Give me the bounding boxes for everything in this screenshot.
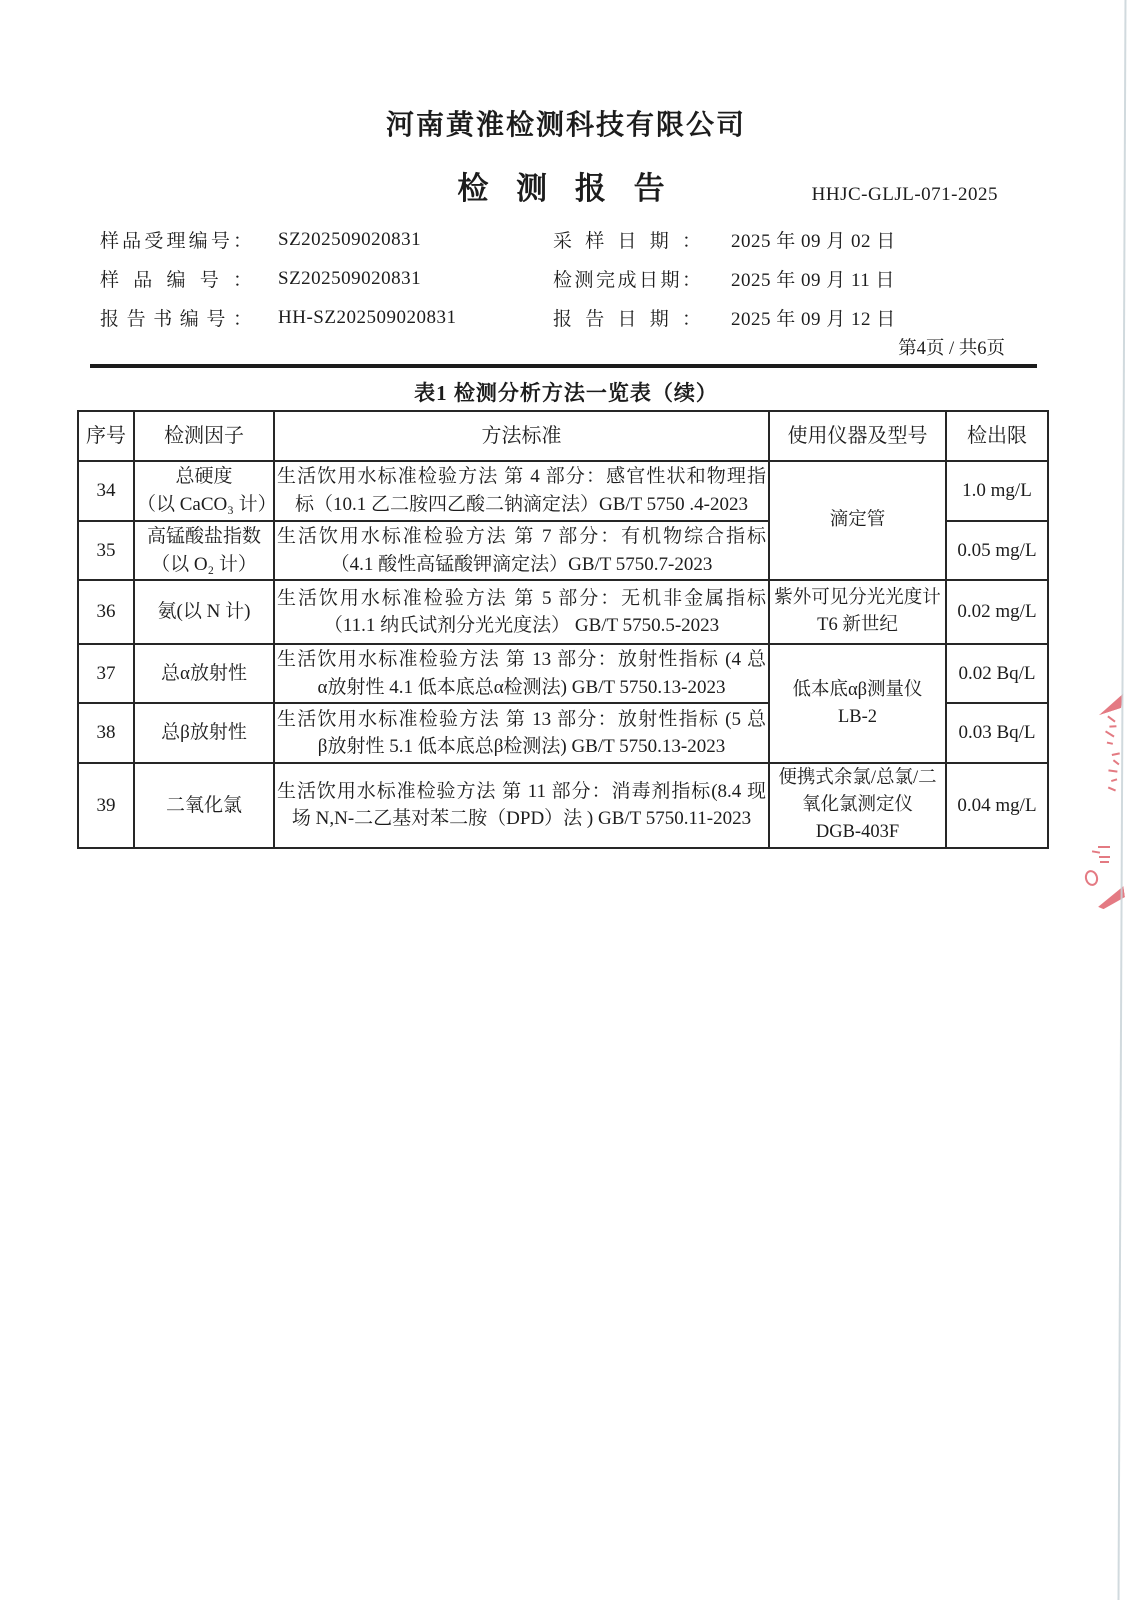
cell-factor <box>134 461 277 521</box>
cell-no: 35 <box>78 521 134 580</box>
info-row <box>100 298 1030 337</box>
column-header-method: 方法标准 <box>274 411 769 461</box>
table-row <box>78 644 1048 703</box>
table-row <box>78 763 1048 847</box>
table-title: 表1 检测分析方法一览表（续） <box>414 381 718 405</box>
sample-accept-no-value: SZ202509020831 <box>278 228 422 250</box>
sampling-date-value: 2025 年 09 月 02 日 <box>731 231 896 252</box>
method-line: （11.1 纳氏试剂分光光度法） GB/T 5750.5-2023 <box>323 615 720 637</box>
page-indicator: 第4页 / 共6页 <box>898 339 1005 359</box>
factor-line: （以 O₂ 计） <box>151 553 257 575</box>
report-title: 检 测 报 告 <box>457 171 675 206</box>
method-line: （4.1 酸性高锰酸钾滴定法）GB/T 5750.7-2023 <box>330 553 713 575</box>
cell-factor <box>134 521 274 580</box>
column-header-no: 序号 <box>78 411 134 461</box>
red-seal-fragment <box>1083 869 1100 888</box>
company-name: 河南黄淮检测科技有限公司 <box>385 110 746 141</box>
method-line: 生活饮用水标准检验方法 第 13 部分：放射性指标 (4 总 <box>277 649 766 671</box>
red-seal-fragment <box>1099 715 1122 752</box>
cell-limit: 0.05 mg/L <box>946 521 1048 580</box>
cell-method <box>274 521 769 580</box>
sample-accept-no-label: 样品受理编号： <box>100 231 252 252</box>
instrument-line: T6 新世纪 <box>817 615 898 636</box>
cell-no: 36 <box>78 580 134 644</box>
cell-instrument: 滴定管 <box>769 461 946 580</box>
cell-no: 34 <box>78 461 134 521</box>
report-date-label: 报告日期： <box>553 309 701 330</box>
method-line: 生活饮用水标准检验方法 第 11 部分：消毒剂指标(8.4 现 <box>277 780 766 802</box>
instrument-line: 便携式余氯/总氯/二 <box>778 768 937 789</box>
cell-instrument <box>769 580 946 644</box>
report-no-value: HH-SZ202509020831 <box>278 306 457 328</box>
table-row <box>78 461 1048 521</box>
report-no-label: 报告书编号： <box>100 309 252 330</box>
cell-factor: 总β放射性 <box>134 703 274 763</box>
cell-factor: 总α放射性 <box>134 644 274 703</box>
report-date-value: 2025 年 09 月 12 日 <box>731 309 896 330</box>
factor-line: （以 CaCO₃ 计） <box>137 494 277 515</box>
instrument-line: DGB-403F <box>815 821 900 842</box>
cell-factor: 二氧化氯 <box>134 763 274 847</box>
test-complete-date-label: 检测完成日期： <box>553 270 701 291</box>
method-line: α放射性 4.1 低本底总α检测法) GB/T 5750.13-2023 <box>317 676 726 698</box>
instrument-line: LB-2 <box>837 706 878 727</box>
instrument-line: 低本底αβ测量仪 <box>792 679 923 700</box>
method-line: 生活饮用水标准检验方法 第 4 部分：感官性状和物理指 <box>277 466 766 488</box>
table-header-row <box>78 411 1048 461</box>
factor-line: 高锰酸盐指数 <box>146 526 261 547</box>
method-line: 生活饮用水标准检验方法 第 7 部分：有机物综合指标 <box>277 526 766 547</box>
cell-instrument <box>769 763 946 847</box>
scan-edge-line <box>1117 0 1126 1600</box>
cell-method <box>274 703 769 763</box>
cell-limit: 0.02 mg/L <box>946 580 1048 644</box>
red-seal-fragment <box>1090 845 1114 865</box>
sampling-date-label: 采样日期： <box>553 231 701 252</box>
divider-line <box>90 364 1037 368</box>
column-header-instrument: 使用仪器及型号 <box>769 411 946 461</box>
cell-limit: 0.02 Bq/L <box>946 644 1048 703</box>
cell-limit: 0.04 mg/L <box>946 763 1048 847</box>
test-complete-date-value: 2025 年 09 月 11 日 <box>731 270 896 291</box>
info-row <box>100 259 1030 298</box>
method-line: 场 N,N-二乙基对苯二胺（DPD）法 ) GB/T 5750.11-2023 <box>291 808 752 830</box>
cell-limit: 0.03 Bq/L <box>946 703 1048 763</box>
cell-no: 37 <box>78 644 134 703</box>
red-seal-fragment <box>1103 751 1123 797</box>
sample-no-value: SZ202509020831 <box>278 267 422 289</box>
cell-method <box>274 461 769 521</box>
info-row <box>100 220 1030 259</box>
cell-no: 39 <box>78 763 134 847</box>
instrument-line: 紫外可见分光光度计 <box>774 588 941 609</box>
sample-no-label: 样品编号： <box>100 270 252 291</box>
cell-instrument <box>769 644 946 763</box>
factor-line: 总硬度 <box>175 466 233 488</box>
method-line: β放射性 5.1 低本底总β检测法) GB/T 5750.13-2023 <box>317 736 726 758</box>
cell-method <box>274 580 769 644</box>
report-code: HHJC-GLJL-071-2025 <box>811 184 998 205</box>
method-line: 生活饮用水标准检验方法 第 5 部分：无机非金属指标 <box>277 587 766 609</box>
sample-info <box>100 220 1030 337</box>
cell-method <box>274 644 769 703</box>
methods-table <box>77 410 1049 849</box>
method-line: 标（10.1 乙二胺四乙酸二钠滴定法）GB/T 5750 .4-2023 <box>294 494 748 515</box>
cell-factor: 氨(以 N 计) <box>134 580 274 644</box>
column-header-limit: 检出限 <box>946 411 1048 461</box>
cell-limit: 1.0 mg/L <box>946 461 1048 521</box>
cell-method <box>274 763 769 847</box>
cell-no: 38 <box>78 703 134 763</box>
column-header-factor: 检测因子 <box>134 411 274 461</box>
method-line: 生活饮用水标准检验方法 第 13 部分：放射性指标 (5 总 <box>277 708 766 730</box>
table-row <box>78 580 1048 644</box>
instrument-line: 氧化氯测定仪 <box>801 795 913 815</box>
